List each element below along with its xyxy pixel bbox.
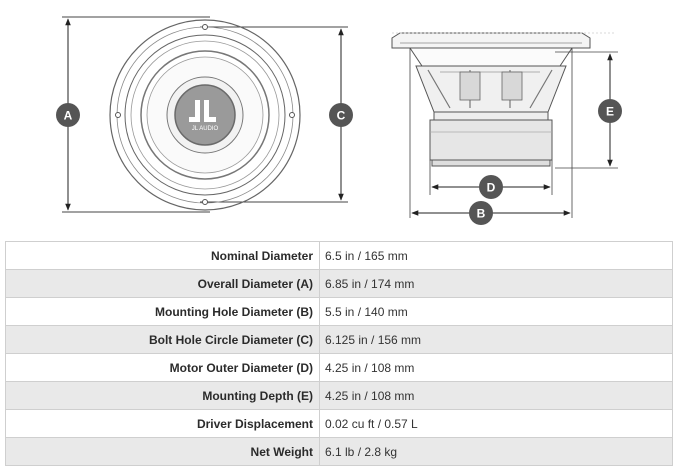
table-row	[6, 382, 673, 410]
spec-label: Overall Diameter (A)	[6, 270, 320, 298]
table-row	[6, 298, 673, 326]
spec-value: 6.85 in / 174 mm	[320, 270, 673, 298]
spec-label: Driver Displacement	[6, 410, 320, 438]
spec-value: 0.02 cu ft / 0.57 L	[320, 410, 673, 438]
badge-D	[479, 175, 503, 199]
svg-text:D: D	[486, 180, 496, 195]
badge-C	[329, 103, 353, 127]
side-view	[392, 33, 622, 225]
spec-value: 6.1 lb / 2.8 kg	[320, 438, 673, 466]
spec-label: Nominal Diameter	[6, 242, 320, 270]
table-row	[6, 354, 673, 382]
table-row	[6, 326, 673, 354]
spec-value: 4.25 in / 108 mm	[320, 382, 673, 410]
table-row	[6, 410, 673, 438]
table-row	[6, 242, 673, 270]
badge-E	[598, 99, 622, 123]
front-view	[56, 17, 353, 212]
svg-text:B: B	[476, 206, 486, 221]
svg-text:C: C	[336, 108, 346, 123]
spec-label: Mounting Depth (E)	[6, 382, 320, 410]
spec-value: 6.5 in / 165 mm	[320, 242, 673, 270]
spec-label: Mounting Hole Diameter (B)	[6, 298, 320, 326]
spec-value: 6.125 in / 156 mm	[320, 326, 673, 354]
svg-text:E: E	[605, 104, 615, 119]
specifications-table	[5, 241, 673, 466]
badge-B	[469, 201, 493, 225]
badge-A	[56, 103, 80, 127]
table-row	[6, 270, 673, 298]
spec-label: Net Weight	[6, 438, 320, 466]
spec-value: 5.5 in / 140 mm	[320, 298, 673, 326]
spec-label: Motor Outer Diameter (D)	[6, 354, 320, 382]
table-row	[6, 438, 673, 466]
spec-label: Bolt Hole Circle Diameter (C)	[6, 326, 320, 354]
svg-text:A: A	[63, 108, 73, 123]
spec-value: 4.25 in / 108 mm	[320, 354, 673, 382]
logo-text: JL AUDIO	[191, 126, 219, 132]
